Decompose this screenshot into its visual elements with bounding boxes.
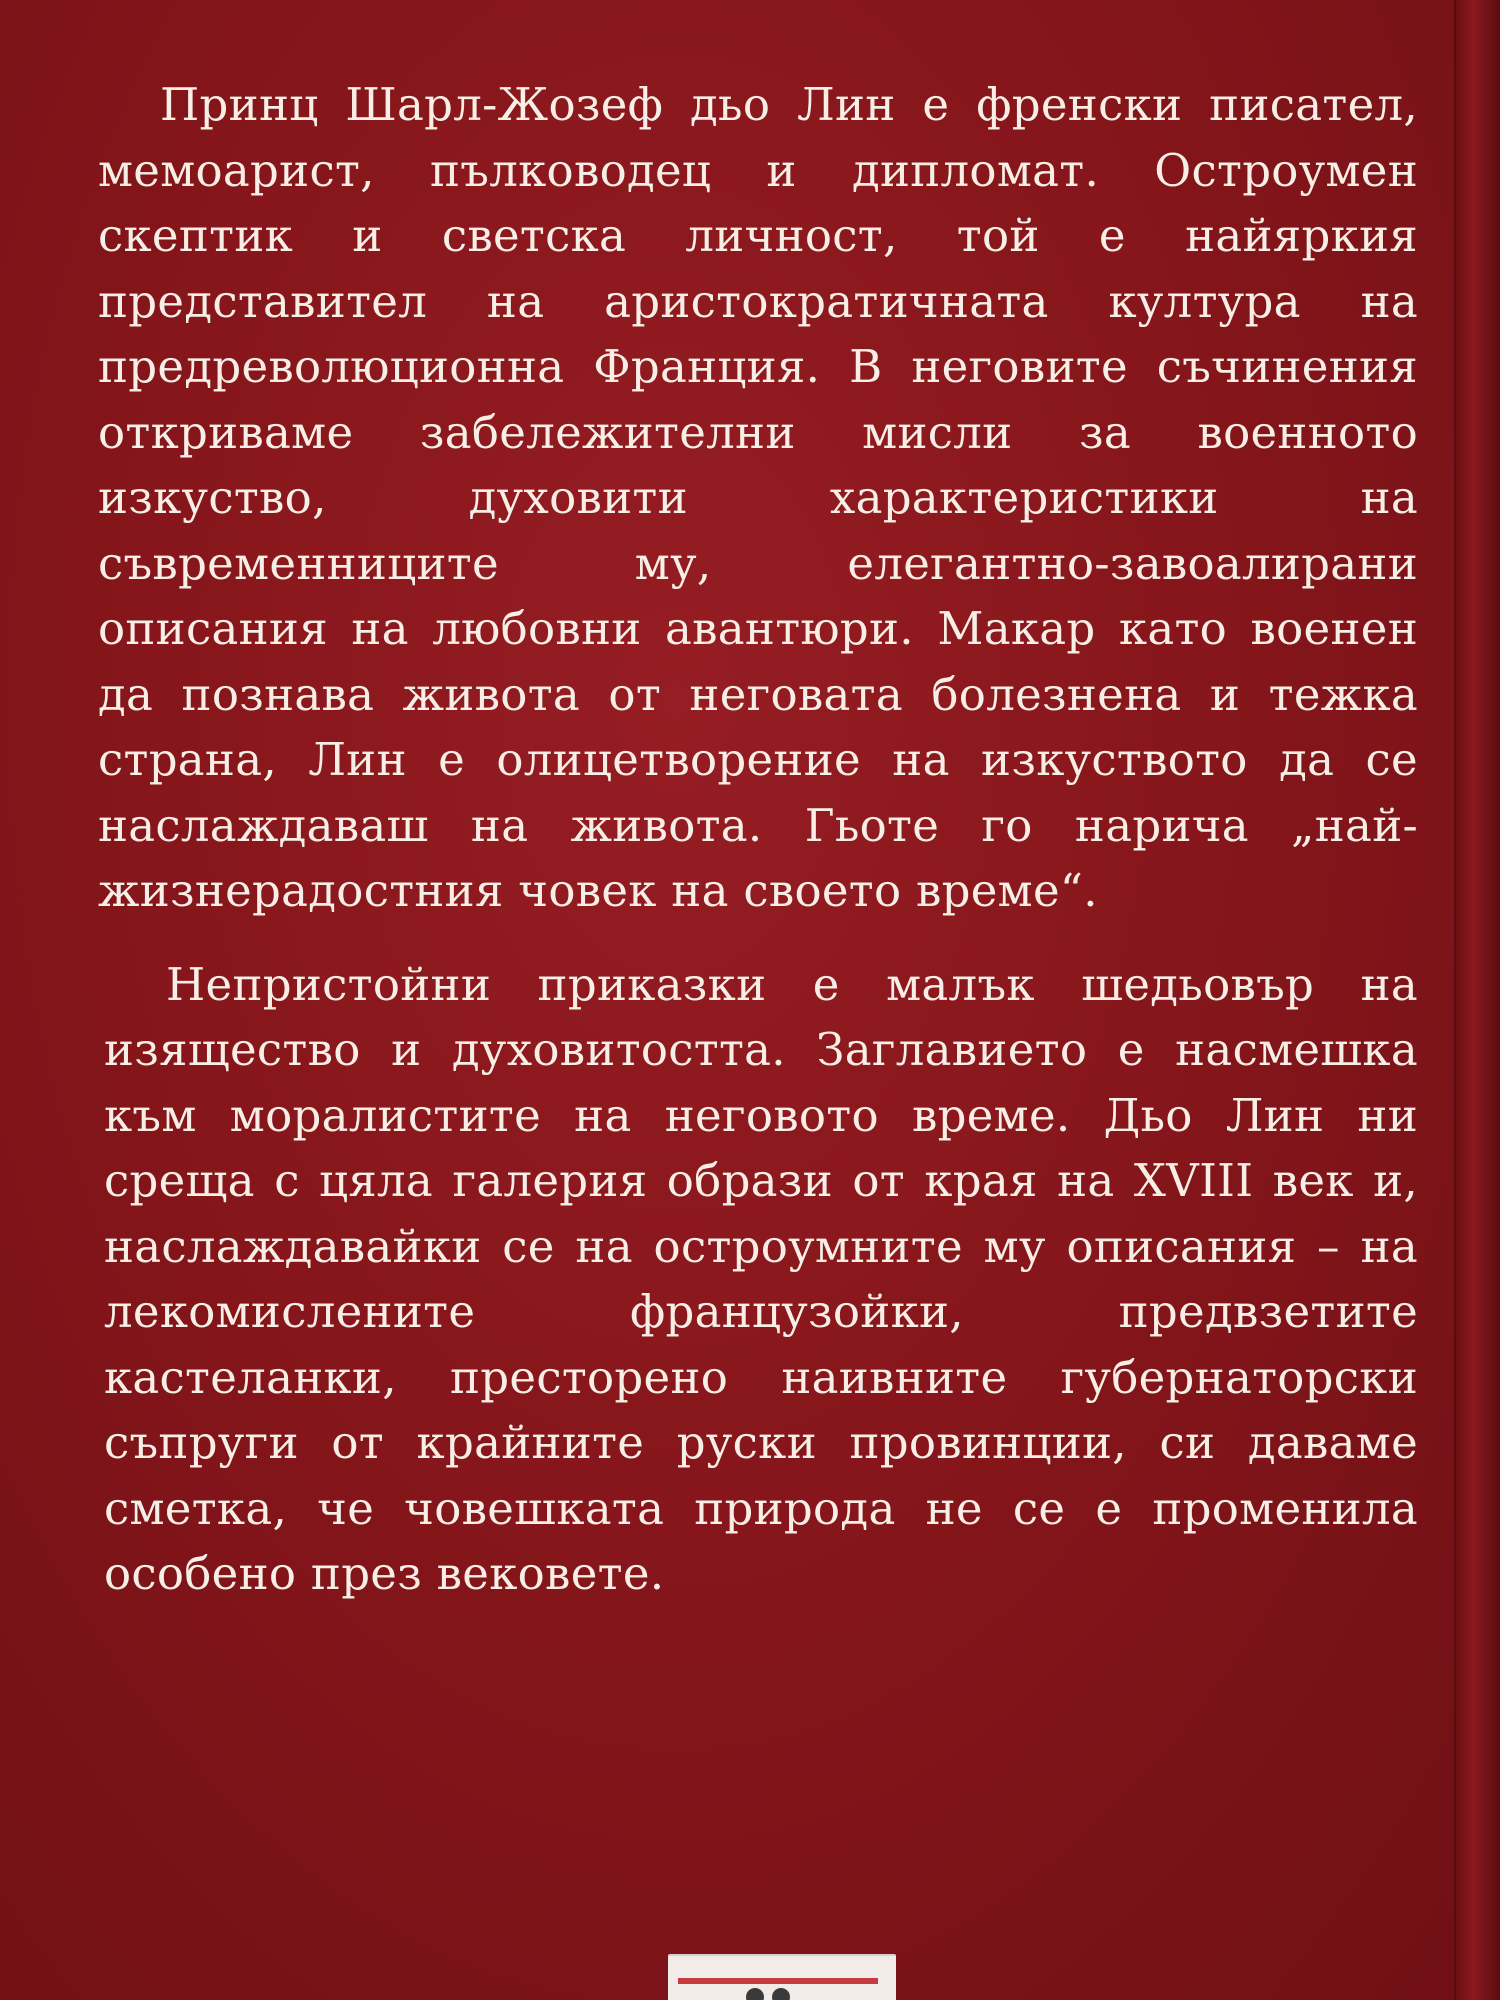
blurb-paragraph-1: Принц Шарл-Жозеф дьо Лин е френски писател, мемоарист, пълководец и дипломат. Остроумен скептик и светска личност, той е найяркия представител на аристократичната култура на предреволюционна Франция. В неговите съчинения откриваме забележителни мисли за военното изкуство, духовити характеристики на съвременниците му, елегантно-завоалирани описания на любовни авантюри. Макар като военен да познава живота от неговата болезнена и тежка страна, Лин е олицетворение на изкуството да се наслаждаваш на живота. Гьоте го нарича „най-жизнерадостния човек на своето време“. [98,78,1418,917]
sticker-dot-icon [772,1988,790,2000]
blurb-text-block [98,72,1418,1607]
barcode-sticker [668,1954,896,2000]
sticker-dot-icon [746,1988,764,2000]
sticker-stripe [678,1978,878,1984]
book-spine-edge [1454,0,1500,2000]
blurb-paragraph-2: Непристойни приказки е малък шедьовър на изящество и духовитостта. Заглавието е насмешка към моралистите на неговото време. Дьо Лин ни среща с цяла галерия образи от края на XVIII век и, наслаждавайки се на остроумните му описания – на лекомислените французойки, предвзетите кастеланки, престорено наивните губернаторски съпруги от крайните руски провинции, си даваме сметка, че човешката природа не се е променила особено през вековете. [104,957,1418,1600]
